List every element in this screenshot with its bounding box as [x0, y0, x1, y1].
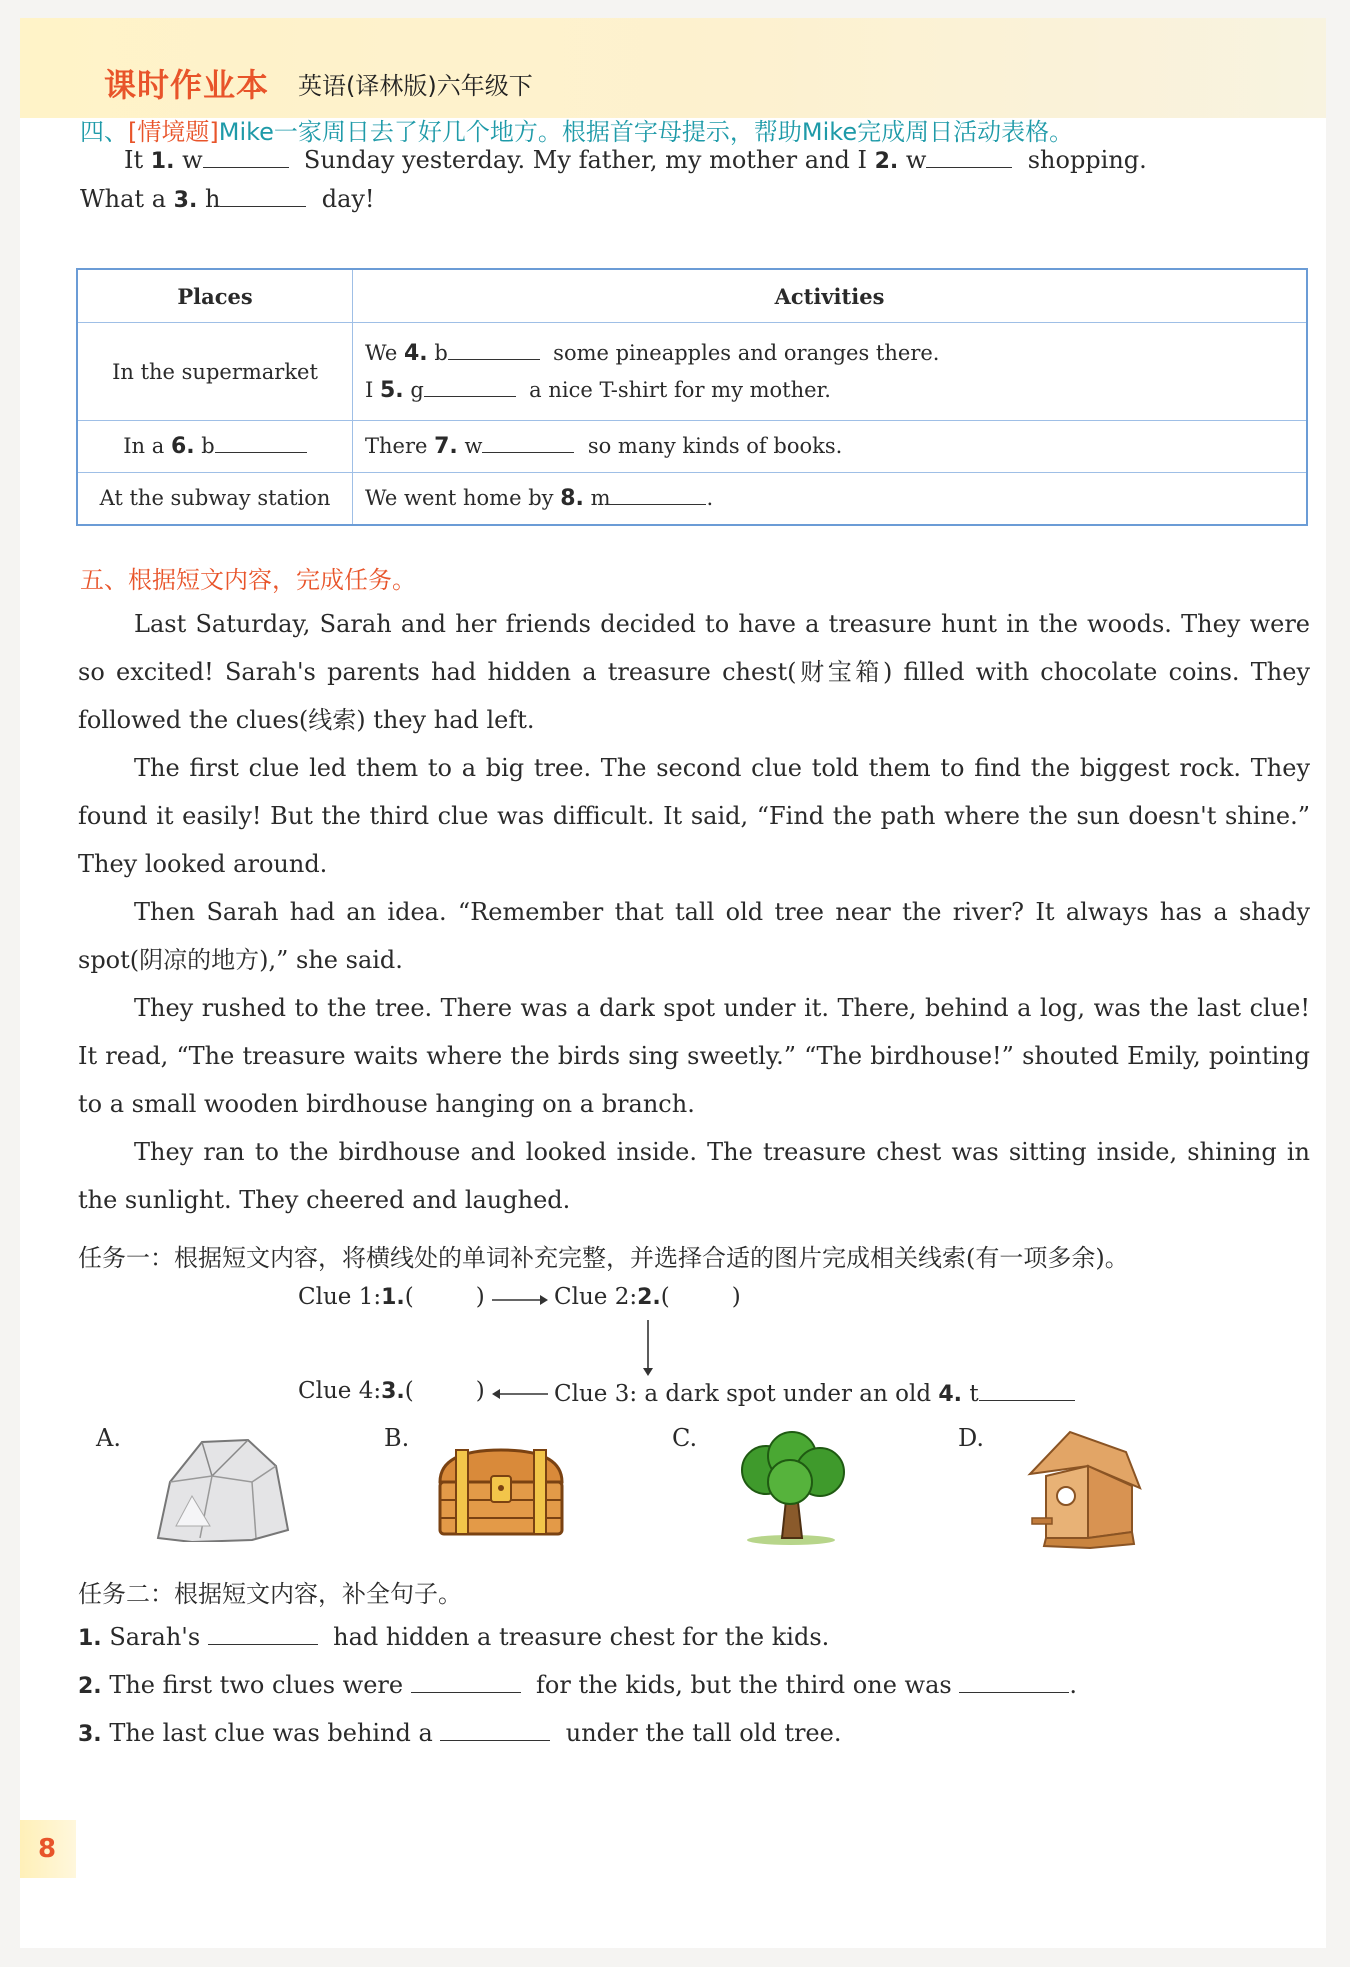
header-activities: Activities: [353, 269, 1308, 323]
subject-title: 英语(译林版)六年级下: [298, 72, 533, 100]
text: Sarah's: [109, 1623, 201, 1651]
option-c-label: C.: [672, 1424, 698, 1452]
section4-line1: [124, 143, 1147, 179]
text: some pineapples and oranges there.: [553, 340, 940, 365]
paragraph: Then Sarah had an idea. “Remember that tall old tree near the river? It always has a shady spot(阴凉的地方),” she said.: [78, 898, 1310, 974]
blank-q3[interactable]: [440, 1718, 550, 1741]
arrow-left-icon: [490, 1384, 550, 1404]
hint-letter: w: [182, 146, 203, 174]
tree-icon[interactable]: [726, 1430, 856, 1546]
task2-question-2: [78, 1670, 1077, 1699]
text: We: [365, 340, 398, 365]
question-number: 2.: [637, 1285, 661, 1310]
birdhouse-icon[interactable]: [1016, 1426, 1146, 1550]
blank-q2a[interactable]: [411, 1670, 521, 1693]
text: (: [404, 1378, 414, 1404]
hint-letter: b: [434, 340, 448, 365]
clue-1: [298, 1284, 485, 1310]
text: a nice T-shirt for my mother.: [529, 377, 831, 402]
text: In a: [123, 434, 165, 458]
text: Sunday yesterday. My father, my mother and I: [303, 146, 867, 174]
blank-clue3[interactable]: [979, 1378, 1075, 1401]
clue-4: [298, 1378, 485, 1404]
paragraph: They rushed to the tree. There was a dark spot under it. There, behind a log, was the last clue! It read, “The treasure waits where the birds sing sweetly.” “The birdhouse!” shouted Emily, pointing to a small wooden birdhouse hanging on a branch.: [78, 994, 1310, 1118]
text: I: [365, 377, 374, 402]
section4-tag: [情境题]: [128, 118, 219, 146]
text: for the kids, but the third one was: [536, 1671, 952, 1699]
question-number: 3.: [78, 1722, 102, 1747]
table-header-row: [77, 269, 1307, 323]
text: under the tall old tree.: [565, 1719, 842, 1747]
question-number: 2.: [874, 149, 899, 174]
hint-letter: b: [201, 434, 215, 458]
hint-letter: g: [410, 377, 424, 402]
blank-7[interactable]: [482, 434, 574, 453]
task2-question-3: [78, 1718, 841, 1747]
activity-cell: [353, 473, 1308, 525]
question-number: 3.: [381, 1379, 405, 1404]
reading-passage: [78, 600, 1310, 1224]
text: What a: [80, 185, 167, 213]
paragraph: The first clue led them to a big tree. The second clue told them to find the biggest rock. They found it easily! But the third clue was difficult. It said, “Find the path where the sun doesn't shine.” They looked around.: [78, 754, 1310, 878]
task1-title: 任务一：根据短文内容，将横线处的单词补充完整，并选择合适的图片完成相关线索(有一项多余)。: [78, 1244, 1129, 1272]
activity-cell: [353, 421, 1308, 473]
blank-8[interactable]: [610, 486, 706, 505]
text: ): [475, 1378, 485, 1404]
question-number: 1.: [78, 1626, 102, 1651]
blank-4[interactable]: [448, 341, 540, 360]
text: The first two clues were: [109, 1671, 404, 1699]
hint-letter: t: [969, 1381, 979, 1407]
section5-title: 五、根据短文内容，完成任务。: [80, 566, 416, 594]
blank-6[interactable]: [215, 434, 307, 453]
task2-title: 任务二：根据短文内容，补全句子。: [78, 1580, 462, 1608]
paragraph: Last Saturday, Sarah and her friends decided to have a treasure hunt in the woods. They were so excited! Sarah's parents had hidden a treasure chest(财宝箱) filled with chocolate coins. They followed the clues(线索) they had left.: [78, 610, 1310, 734]
option-b-label: B.: [384, 1424, 410, 1452]
place-cell: At the subway station: [77, 473, 353, 525]
hint-letter: m: [590, 485, 611, 510]
header-places: Places: [77, 269, 353, 323]
question-number: 7.: [434, 434, 458, 459]
clue-3: [554, 1378, 1075, 1407]
question-number: 6.: [170, 434, 195, 459]
blank-3[interactable]: [220, 184, 306, 207]
blank-q2b[interactable]: [959, 1670, 1069, 1693]
text: There: [365, 434, 428, 458]
page-number-tab: [20, 1820, 76, 1878]
text: Clue 4:: [298, 1378, 382, 1404]
clue-2: [554, 1284, 741, 1310]
text: (: [660, 1284, 670, 1310]
blank-2[interactable]: [926, 145, 1012, 168]
rock-icon[interactable]: [152, 1430, 292, 1542]
header-bar: [20, 18, 1326, 118]
hint-letter: w: [905, 146, 927, 174]
option-d-label: D.: [958, 1424, 985, 1452]
text: It: [124, 146, 144, 174]
brand-title: 课时作业本: [104, 66, 270, 104]
question-number: 4.: [404, 340, 428, 366]
section4-number: 四、: [80, 118, 128, 146]
table-row: [77, 421, 1307, 473]
arrow-down-icon: [638, 1318, 658, 1378]
place-cell: In the supermarket: [77, 323, 353, 421]
page-number: 8: [38, 1834, 57, 1864]
question-number: 2.: [78, 1674, 102, 1699]
question-number: 8.: [560, 485, 584, 511]
text: .: [1069, 1671, 1077, 1699]
question-number: 1.: [150, 149, 175, 174]
table-row: [77, 323, 1307, 421]
text: Clue 2:: [554, 1284, 638, 1310]
text: We went home by: [365, 485, 554, 510]
blank-1[interactable]: [203, 145, 289, 168]
text: Clue 1:: [298, 1284, 382, 1310]
hint-letter: w: [464, 434, 483, 458]
treasure-chest-icon[interactable]: [434, 1444, 568, 1538]
text: (: [404, 1284, 414, 1310]
question-number: 4.: [938, 1382, 963, 1407]
text: Clue 3: a dark spot under an old: [554, 1381, 932, 1407]
hint-letter: h: [204, 185, 221, 213]
text: ): [731, 1284, 741, 1310]
task2-question-1: [78, 1622, 829, 1651]
question-number: 3.: [173, 188, 198, 213]
arrow-right-icon: [490, 1290, 550, 1310]
text: had hidden a treasure chest for the kids.: [333, 1623, 830, 1651]
blank-q1[interactable]: [208, 1622, 318, 1645]
section4-line2: [80, 182, 375, 218]
text: ): [475, 1284, 485, 1310]
question-number: 1.: [381, 1285, 405, 1310]
activity-cell: [353, 323, 1308, 421]
section4-title: [80, 112, 1073, 147]
paragraph: They ran to the birdhouse and looked inside. The treasure chest was sitting inside, shining in the sunlight. They cheered and laughed.: [78, 1138, 1310, 1214]
text: The last clue was behind a: [109, 1719, 433, 1747]
text: day!: [321, 185, 375, 213]
place-cell: [77, 421, 353, 473]
text: so many kinds of books.: [587, 434, 843, 458]
blank-5[interactable]: [424, 378, 516, 397]
table-row: [77, 473, 1307, 525]
text: shopping.: [1027, 146, 1147, 174]
activity-table: [76, 268, 1308, 526]
question-number: 5.: [379, 377, 404, 403]
section4-instruction: Mike一家周日去了好几个地方。根据首字母提示，帮助Mike完成周日活动表格。: [218, 118, 1074, 146]
text: .: [706, 485, 714, 510]
option-a-label: A.: [96, 1424, 121, 1452]
